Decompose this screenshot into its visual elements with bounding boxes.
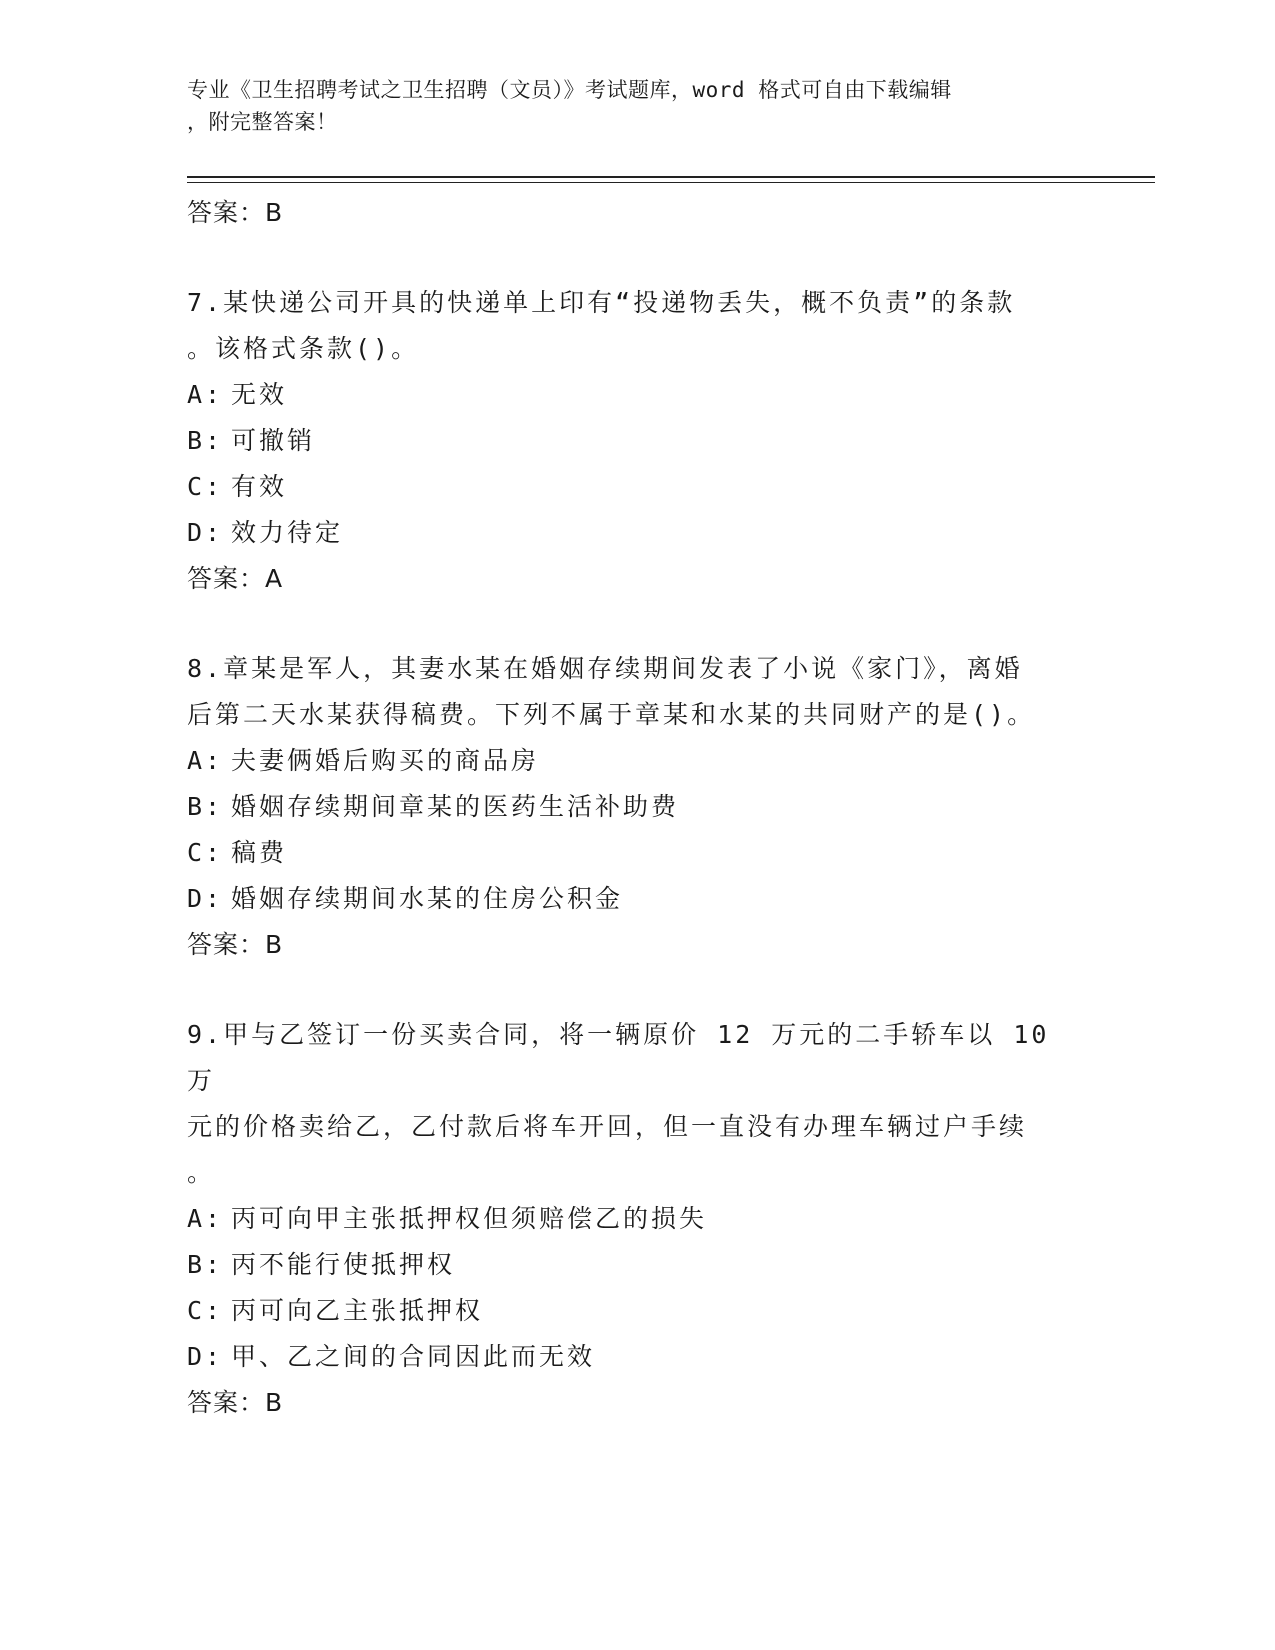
option-key: D: [187, 884, 224, 913]
option-a [187, 1196, 1067, 1242]
option-key: A: [187, 1204, 224, 1233]
option-key: B: [187, 426, 224, 455]
option-key: C: [187, 472, 224, 501]
question-8 [187, 646, 1067, 968]
answer-line: 答案：B [187, 930, 284, 959]
document-header [187, 74, 1067, 138]
document-body [187, 190, 1067, 1426]
option-c [187, 830, 1067, 876]
option-key: A: [187, 746, 224, 775]
option-d [187, 876, 1067, 922]
option-text: 夫妻俩婚后购买的商品房 [231, 746, 540, 775]
option-text: 有效 [231, 472, 288, 501]
option-text: 丙可向甲主张抵押权但须赔偿乙的损失 [231, 1204, 708, 1233]
option-text: 无效 [231, 380, 288, 409]
option-b [187, 784, 1067, 830]
question-stem [187, 1012, 1067, 1196]
header-line-2: ，附完整答案！ [187, 110, 338, 134]
question-stem [187, 280, 1067, 372]
question-stem [187, 646, 1067, 738]
stem-line: 8.章某是军人，其妻水某在婚姻存续期间发表了小说《家门》，离婚 [187, 654, 1023, 683]
option-text: 效力待定 [231, 518, 344, 547]
stem-line: 7.某快递公司开具的快递单上印有“投递物丢失，概不负责”的条款 [187, 288, 1016, 317]
stem-line: 元的价格卖给乙，乙付款后将车开回，但一直没有办理车辆过户手续 [187, 1112, 1028, 1141]
option-d [187, 510, 1067, 556]
option-key: C: [187, 1296, 224, 1325]
option-key: B: [187, 792, 224, 821]
option-text: 丙不能行使抵押权 [231, 1250, 456, 1279]
option-text: 可撤销 [231, 426, 316, 455]
answer-line: 答案：A [187, 564, 284, 593]
option-c [187, 464, 1067, 510]
option-b [187, 418, 1067, 464]
header-divider-thick [187, 176, 1155, 178]
option-key: D: [187, 1342, 224, 1371]
answer-line: 答案：B [187, 198, 284, 227]
option-text: 甲、乙之间的合同因此而无效 [231, 1342, 596, 1371]
option-key: C: [187, 838, 224, 867]
option-text: 婚姻存续期间水某的住房公积金 [231, 884, 624, 913]
stem-line: 后第二天水某获得稿费。下列不属于章某和水某的共同财产的是()。 [187, 700, 1036, 729]
option-a [187, 738, 1067, 784]
option-c [187, 1288, 1067, 1334]
stem-line: 。该格式条款()。 [187, 334, 420, 363]
option-b [187, 1242, 1067, 1288]
header-divider-thin [187, 182, 1155, 183]
stem-line: 9.甲与乙签订一份买卖合同，将一辆原价 12 万元的二手轿车以 10 万 [187, 1020, 1050, 1095]
option-text: 稿费 [231, 838, 288, 867]
option-key: A: [187, 380, 224, 409]
header-line-1: 专业《卫生招聘考试之卫生招聘（文员）》考试题库，word 格式可自由下载编辑 [187, 78, 952, 102]
option-key: B: [187, 1250, 224, 1279]
option-d [187, 1334, 1067, 1380]
option-text: 丙可向乙主张抵押权 [231, 1296, 484, 1325]
answer-line: 答案：B [187, 1388, 284, 1417]
option-text: 婚姻存续期间章某的医药生活补助费 [231, 792, 680, 821]
option-a [187, 372, 1067, 418]
option-key: D: [187, 518, 224, 547]
stem-line: 。 [187, 1158, 216, 1187]
question-7 [187, 280, 1067, 602]
question-9 [187, 1012, 1067, 1426]
